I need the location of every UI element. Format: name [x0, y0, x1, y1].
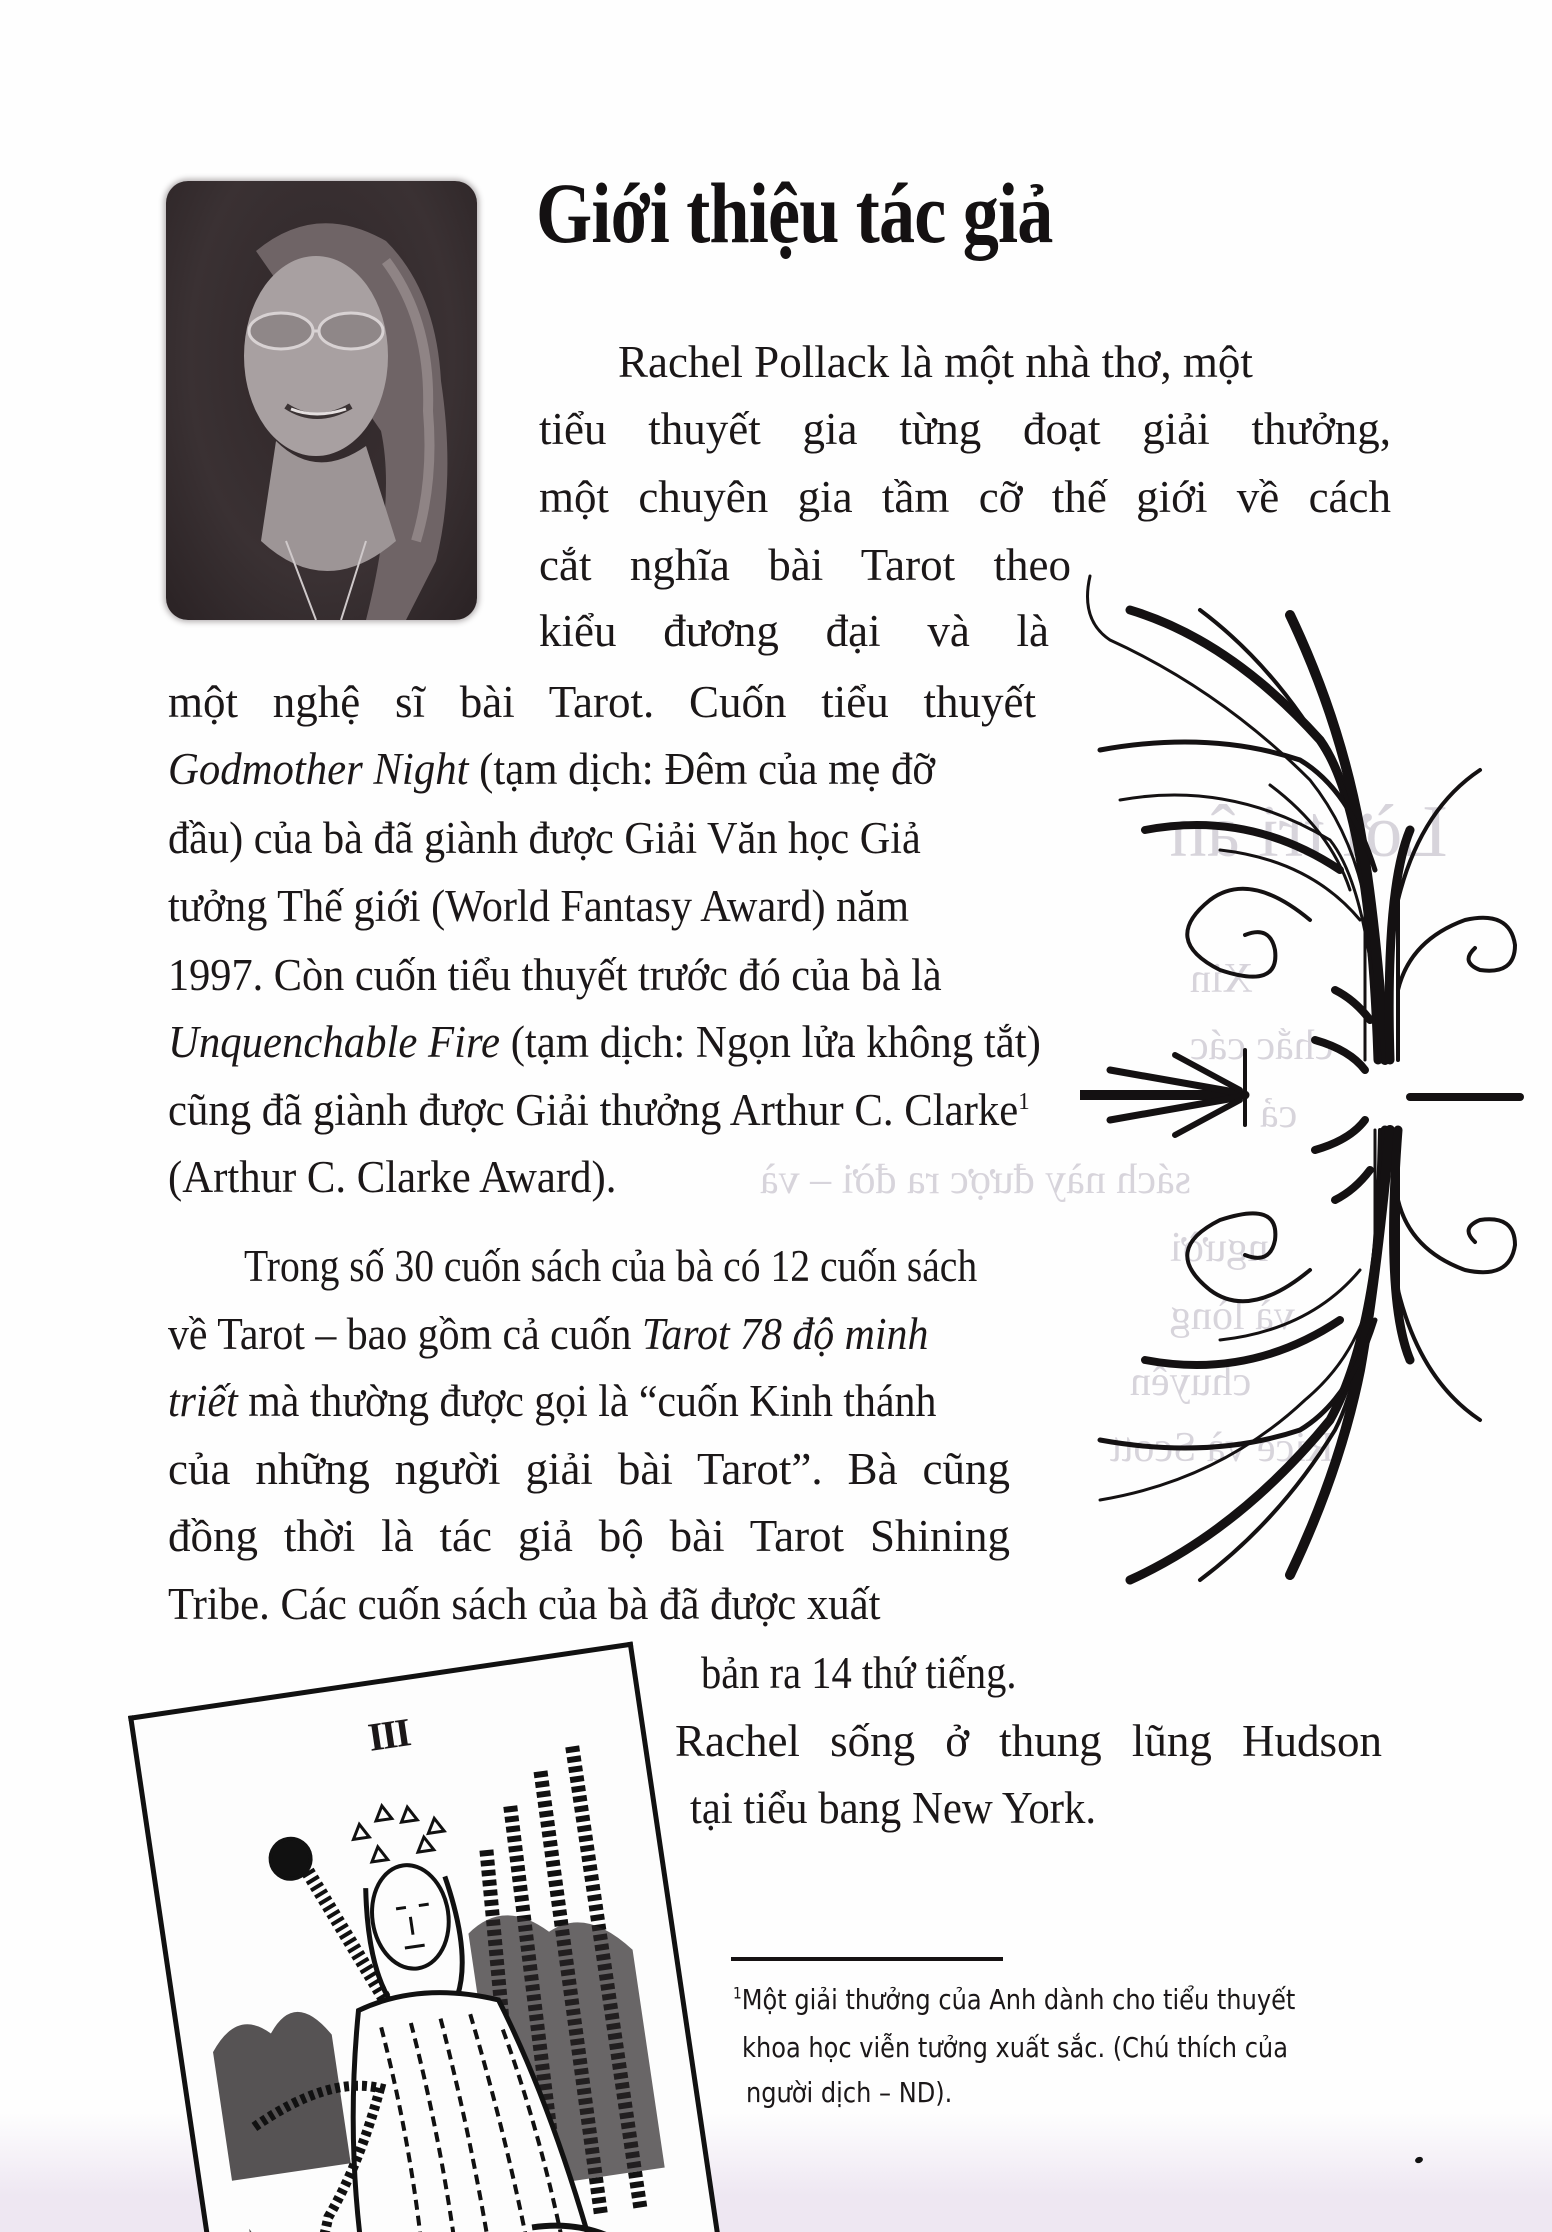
body-line	[539, 472, 1391, 522]
body-text: tiểu thuyết gia từng đoạt giải thưởng,	[539, 404, 1391, 454]
body-line	[168, 744, 936, 794]
body-text: tưởng Thế giới (World Fantasy Award) năm	[168, 881, 909, 931]
show-through-line: sách này được ra đời – và	[760, 1157, 1192, 1203]
show-through-line: người	[1170, 1225, 1269, 1271]
body-text: cắt nghĩa bài Tarot theo	[539, 540, 1071, 590]
footnote-ref[interactable]: 1	[1018, 1089, 1030, 1115]
book-title-unquenchable-fire: Unquenchable Fire	[168, 1017, 501, 1067]
body-line	[168, 1152, 617, 1202]
tarot-card-empress	[128, 1641, 750, 2232]
body-text: đồng thời là tác giả bộ bài Tarot Shining	[168, 1511, 1010, 1561]
body-line	[168, 677, 1036, 727]
footnote-text: người dịch – ND).	[746, 2076, 953, 2109]
body-line	[168, 1511, 1010, 1561]
body-text: tại tiểu bang New York.	[690, 1783, 1097, 1833]
empress-illustration-icon	[134, 1647, 746, 2232]
book-title-godmother-night: Godmother Night	[168, 744, 469, 794]
body-text: bản ra 14 thứ tiếng.	[701, 1648, 1017, 1698]
book-title-tarot-78-cont: triết	[168, 1376, 238, 1426]
body-line	[168, 1309, 929, 1359]
author-photo	[166, 181, 477, 620]
show-through-line: chuyên	[1130, 1359, 1252, 1405]
portrait-icon	[166, 181, 477, 620]
body-line	[539, 606, 1049, 656]
body-line	[539, 404, 1391, 454]
show-through-line: Rice và Scott	[1110, 1425, 1334, 1471]
body-text: đầu) của bà đã giành được Giải Văn học Giả	[168, 813, 921, 863]
body-text: một nghệ sĩ bài Tarot. Cuốn tiểu thuyết	[168, 677, 1036, 727]
body-text: (tạm dịch: Ngọn lửa không tắt)	[500, 1017, 1041, 1067]
card-numeral: III	[365, 1709, 412, 1760]
book-title-tarot-78: Tarot 78 độ minh	[641, 1309, 929, 1359]
show-through-line: Xin	[1190, 956, 1253, 1002]
body-line	[618, 337, 1391, 387]
show-through-line: chắc các	[1190, 1023, 1334, 1069]
body-text: về Tarot – bao gồm cả cuốn	[168, 1309, 642, 1359]
body-text: kiểu đương đại và là	[539, 606, 1049, 656]
body-line	[168, 813, 921, 863]
footnote-text: khoa học viễn tưởng xuất sắc. (Chú thích của	[742, 2031, 1288, 2064]
body-text: Tribe. Các cuốn sách của bà đã được xuất	[168, 1579, 881, 1629]
page-title: Giới thiệu tác giả	[536, 165, 1053, 261]
body-text: mà thường được gọi là “cuốn Kinh thánh	[237, 1376, 937, 1426]
body-text: Rachel sống ở thung lũng Hudson	[675, 1716, 1382, 1766]
footnote-text: Một giải thưởng của Anh dành cho tiểu thuyết	[741, 1983, 1296, 2016]
body-line	[168, 950, 942, 1000]
body-line	[168, 1579, 881, 1629]
body-line	[168, 881, 909, 931]
body-line	[690, 1783, 1097, 1833]
footnote-line	[733, 1983, 1296, 2016]
body-text: (Arthur C. Clarke Award).	[168, 1152, 617, 1202]
footnote-line	[742, 2031, 1288, 2064]
body-line	[675, 1716, 1382, 1766]
body-line	[168, 1085, 1030, 1135]
body-line	[168, 1444, 1010, 1494]
body-text: của những người giải bài Tarot”. Bà cũng	[168, 1444, 1010, 1494]
footnote-divider	[731, 1957, 1003, 1961]
show-through-title: Lời tri ân	[1170, 791, 1448, 873]
body-text: cũng đã giành được Giải thưởng Arthur C. Clarke	[168, 1085, 1019, 1135]
footnote-line	[746, 2076, 953, 2109]
body-text: Rachel Pollack là một nhà thơ, một	[618, 337, 1253, 387]
footnote-marker: 1	[733, 1983, 742, 2003]
body-line	[168, 1017, 1041, 1067]
body-text: (tạm dịch: Đêm của mẹ đỡ	[468, 744, 936, 794]
show-through-line: cả	[1260, 1091, 1298, 1137]
body-line	[244, 1241, 978, 1291]
body-line	[539, 540, 1071, 590]
flourish-ornament-icon	[1080, 570, 1540, 1620]
body-line	[701, 1648, 1017, 1698]
body-text: một chuyên gia tầm cỡ thế giới về cách	[539, 472, 1391, 522]
body-line	[168, 1376, 937, 1426]
show-through-line: và lòng	[1170, 1293, 1295, 1339]
body-text: Trong số 30 cuốn sách của bà có 12 cuốn sách	[244, 1241, 978, 1291]
body-text: 1997. Còn cuốn tiểu thuyết trước đó của bà là	[168, 950, 942, 1000]
